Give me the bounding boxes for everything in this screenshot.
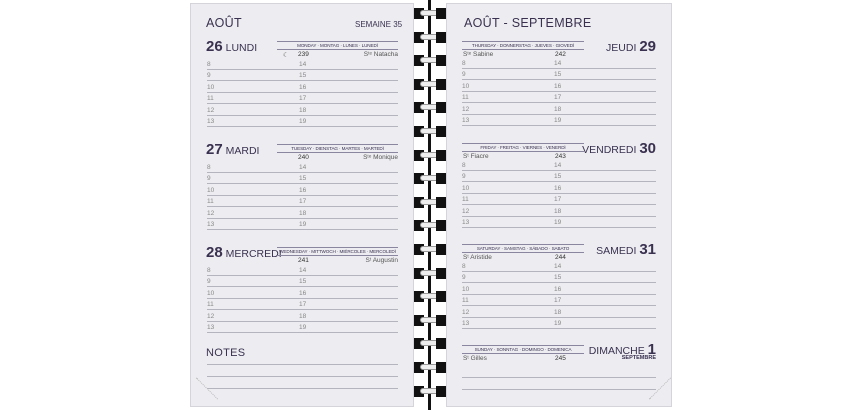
hour-label: 10: [207, 289, 215, 297]
day-name: MERCREDI: [225, 248, 282, 260]
day-title: [596, 241, 656, 258]
hour-label: 18: [554, 207, 562, 215]
hour-row[interactable]: [462, 159, 656, 171]
hour-label: 13: [207, 221, 215, 228]
day-name: LUNDI: [225, 42, 258, 54]
spiral-ring: [412, 173, 448, 184]
hour-label: 19: [299, 221, 307, 228]
left-month-title: AOÛT: [206, 16, 242, 30]
hour-label: 8: [207, 163, 211, 171]
notes-heading: NOTES: [206, 347, 246, 359]
hour-label: 10: [462, 82, 470, 90]
saint-name: Sᵗᵉ Monique: [363, 154, 398, 161]
week-number: SEMAINE 35: [355, 20, 403, 29]
hour-label: 15: [554, 173, 562, 180]
hour-row[interactable]: [207, 70, 398, 82]
hour-label: 17: [299, 198, 307, 205]
hour-label: 13: [462, 320, 470, 327]
day-title: [206, 141, 259, 158]
hour-label: 15: [299, 278, 307, 285]
hour-label: 8: [207, 266, 211, 274]
hour-row[interactable]: [207, 173, 398, 185]
hour-label: 14: [554, 262, 562, 270]
month-label: SEPTEMBRE: [621, 355, 656, 361]
day-number: 28: [206, 244, 223, 261]
spiral-ring: [412, 338, 448, 349]
hour-row[interactable]: [207, 287, 398, 299]
day-of-year: 243: [555, 153, 566, 160]
hour-label: 8: [207, 60, 211, 68]
hour-row[interactable]: [462, 306, 656, 318]
day-languages: FRIDAY · FREITAG · VIERNES · VENERDÌ: [462, 143, 584, 152]
notes-line: [207, 388, 398, 389]
hour-label: 15: [299, 72, 307, 79]
hour-label: 15: [299, 175, 307, 182]
hour-row[interactable]: [207, 81, 398, 93]
right-month-title: AOÛT - SEPTEMBRE: [464, 16, 592, 30]
spiral-ring: [412, 79, 448, 90]
spiral-ring: [412, 55, 448, 66]
saint-name: Sᵗ Augustin: [365, 257, 398, 264]
hour-row[interactable]: [462, 272, 656, 284]
day-number: 26: [206, 38, 223, 55]
hour-label: 16: [554, 82, 562, 90]
hour-row[interactable]: [462, 194, 656, 206]
hour-label: 12: [462, 105, 470, 113]
hour-label: 8: [462, 59, 466, 67]
hour-row[interactable]: [207, 184, 398, 196]
day-title: [582, 140, 656, 157]
hour-label: 19: [554, 219, 562, 226]
hour-row[interactable]: [207, 276, 398, 288]
hour-label: 10: [462, 285, 470, 293]
hour-row[interactable]: [462, 80, 656, 92]
hour-label: 17: [554, 297, 562, 304]
hour-row[interactable]: [462, 217, 656, 229]
day-name: VENDREDI: [582, 144, 637, 156]
hour-label: 13: [207, 324, 215, 331]
hour-label: 11: [207, 95, 214, 102]
hour-label: 17: [299, 301, 307, 308]
day-languages: TUESDAY · DIENSTAG · MARTES · MARTEDÌ: [277, 144, 398, 153]
hour-label: 8: [462, 161, 466, 169]
day-name: MARDI: [225, 145, 260, 157]
hour-label: 15: [554, 71, 562, 78]
hour-label: 9: [207, 72, 211, 79]
hour-label: 8: [462, 262, 466, 270]
hour-label: 14: [299, 60, 307, 68]
spiral-ring: [412, 150, 448, 161]
hour-label: 13: [462, 219, 470, 226]
hour-label: 18: [299, 209, 307, 217]
day-of-year: 239: [298, 51, 309, 58]
hour-row[interactable]: [462, 366, 656, 378]
hour-label: 10: [207, 186, 215, 194]
hour-label: 16: [299, 83, 307, 91]
hour-label: 12: [462, 207, 470, 215]
hour-label: 12: [207, 312, 215, 320]
spiral-ring: [412, 362, 448, 373]
spiral-ring: [412, 386, 448, 397]
hour-label: 18: [299, 106, 307, 114]
spiral-ring: [412, 220, 448, 231]
notes-line: [207, 376, 398, 377]
day-title: [206, 244, 282, 261]
hour-label: 17: [299, 95, 307, 102]
hour-label: 9: [462, 173, 466, 180]
hour-row[interactable]: [207, 219, 398, 231]
day-title: [206, 38, 257, 55]
spiral-ring: [412, 197, 448, 208]
hour-row[interactable]: [462, 171, 656, 183]
hour-row[interactable]: [462, 57, 656, 69]
hour-label: 18: [554, 105, 562, 113]
hour-label: 12: [207, 209, 215, 217]
spiral-ring: [412, 8, 448, 19]
day-name: JEUDI: [606, 42, 637, 54]
spiral-ring: [412, 244, 448, 255]
hour-label: 14: [299, 163, 307, 171]
day-languages: SATURDAY · SAMSTAG · SÁBADO · SABATO: [462, 244, 584, 253]
spiral-ring: [412, 102, 448, 113]
hour-label: 13: [207, 118, 215, 125]
hour-row[interactable]: [207, 310, 398, 322]
day-languages: SUNDAY · SONNTAG · DOMINGO · DOMENICA: [462, 345, 584, 354]
hour-row[interactable]: [207, 207, 398, 219]
day-of-year: 244: [555, 254, 566, 261]
spiral-ring: [412, 126, 448, 137]
hour-label: 11: [462, 297, 469, 304]
hour-row[interactable]: [207, 58, 398, 70]
hour-label: 9: [207, 278, 211, 285]
hour-label: 16: [299, 186, 307, 194]
hour-label: 19: [299, 324, 307, 331]
day-number: 1: [647, 341, 656, 358]
day-name: SAMEDI: [596, 245, 637, 257]
hour-label: 12: [462, 308, 470, 316]
hour-label: 16: [554, 285, 562, 293]
saint-name: Sᵗ Fiacre: [463, 153, 489, 160]
hour-row[interactable]: [207, 104, 398, 116]
hour-label: 11: [207, 198, 214, 205]
hour-label: 18: [299, 312, 307, 320]
hour-row[interactable]: [462, 103, 656, 115]
day-languages: THURSDAY · DONNERSTAG · JUEVES · GIOVEDÌ: [462, 41, 584, 50]
day-title: [606, 38, 656, 55]
notes-line: [207, 364, 398, 365]
moon-phase-icon: ☾: [283, 52, 289, 59]
hour-row[interactable]: [207, 116, 398, 128]
hour-label: 13: [462, 117, 470, 124]
hour-label: 16: [554, 184, 562, 192]
hour-label: 11: [207, 301, 214, 308]
hour-label: 19: [554, 320, 562, 327]
hour-row[interactable]: [462, 260, 656, 272]
saint-name: Sᵗᵉ Sabine: [463, 51, 494, 58]
hour-row[interactable]: [462, 205, 656, 217]
day-of-year: 241: [298, 257, 309, 264]
hour-label: 16: [299, 289, 307, 297]
day-number: 31: [639, 241, 656, 258]
hour-row[interactable]: [462, 69, 656, 81]
hour-label: 17: [554, 196, 562, 203]
day-number: 27: [206, 141, 223, 158]
hour-label: 9: [462, 71, 466, 78]
hour-label: 10: [207, 83, 215, 91]
hour-label: 10: [462, 184, 470, 192]
hour-row[interactable]: [207, 93, 398, 105]
spiral-ring: [412, 268, 448, 279]
hour-label: 9: [462, 274, 466, 281]
spiral-ring: [412, 32, 448, 43]
hour-label: 18: [554, 308, 562, 316]
hour-label: 14: [554, 59, 562, 67]
hour-label: 9: [207, 175, 211, 182]
hour-label: 19: [299, 118, 307, 125]
hour-row[interactable]: [462, 283, 656, 295]
hour-row[interactable]: [462, 182, 656, 194]
hour-label: 17: [554, 94, 562, 101]
saint-name: Sᵗᵉ Natacha: [363, 51, 398, 58]
hour-label: 15: [554, 274, 562, 281]
day-number: 30: [639, 140, 656, 157]
hour-label: 19: [554, 117, 562, 124]
day-name: DIMANCHE: [588, 345, 645, 357]
day-languages: WEDNESDAY · MITTWOCH · MIÉRCOLES · MERCOLEDÌ: [277, 247, 398, 256]
day-languages: MONDAY · MONTAG · LUNES · LUNEDÌ: [277, 41, 398, 50]
day-of-year: 245: [555, 355, 566, 362]
hour-row[interactable]: [207, 161, 398, 173]
hour-row[interactable]: [462, 318, 656, 330]
hour-row[interactable]: [462, 295, 656, 307]
day-of-year: 240: [298, 154, 309, 161]
hour-row[interactable]: [207, 322, 398, 334]
hour-row[interactable]: [462, 115, 656, 127]
spiral-ring: [412, 315, 448, 326]
hour-label: 11: [462, 196, 469, 203]
hour-label: 11: [462, 94, 469, 101]
hour-label: 14: [554, 161, 562, 169]
hour-label: 14: [299, 266, 307, 274]
hour-row[interactable]: [207, 264, 398, 276]
hour-label: 12: [207, 106, 215, 114]
saint-name: Sᵗ Gilles: [463, 355, 487, 362]
spiral-ring: [412, 291, 448, 302]
hour-row[interactable]: [207, 299, 398, 311]
saint-name: Sᵗ Aristide: [463, 254, 492, 261]
day-of-year: 242: [555, 51, 566, 58]
hour-row[interactable]: [462, 92, 656, 104]
hour-row[interactable]: [207, 196, 398, 208]
day-number: 29: [639, 38, 656, 55]
hour-row[interactable]: [462, 378, 656, 390]
